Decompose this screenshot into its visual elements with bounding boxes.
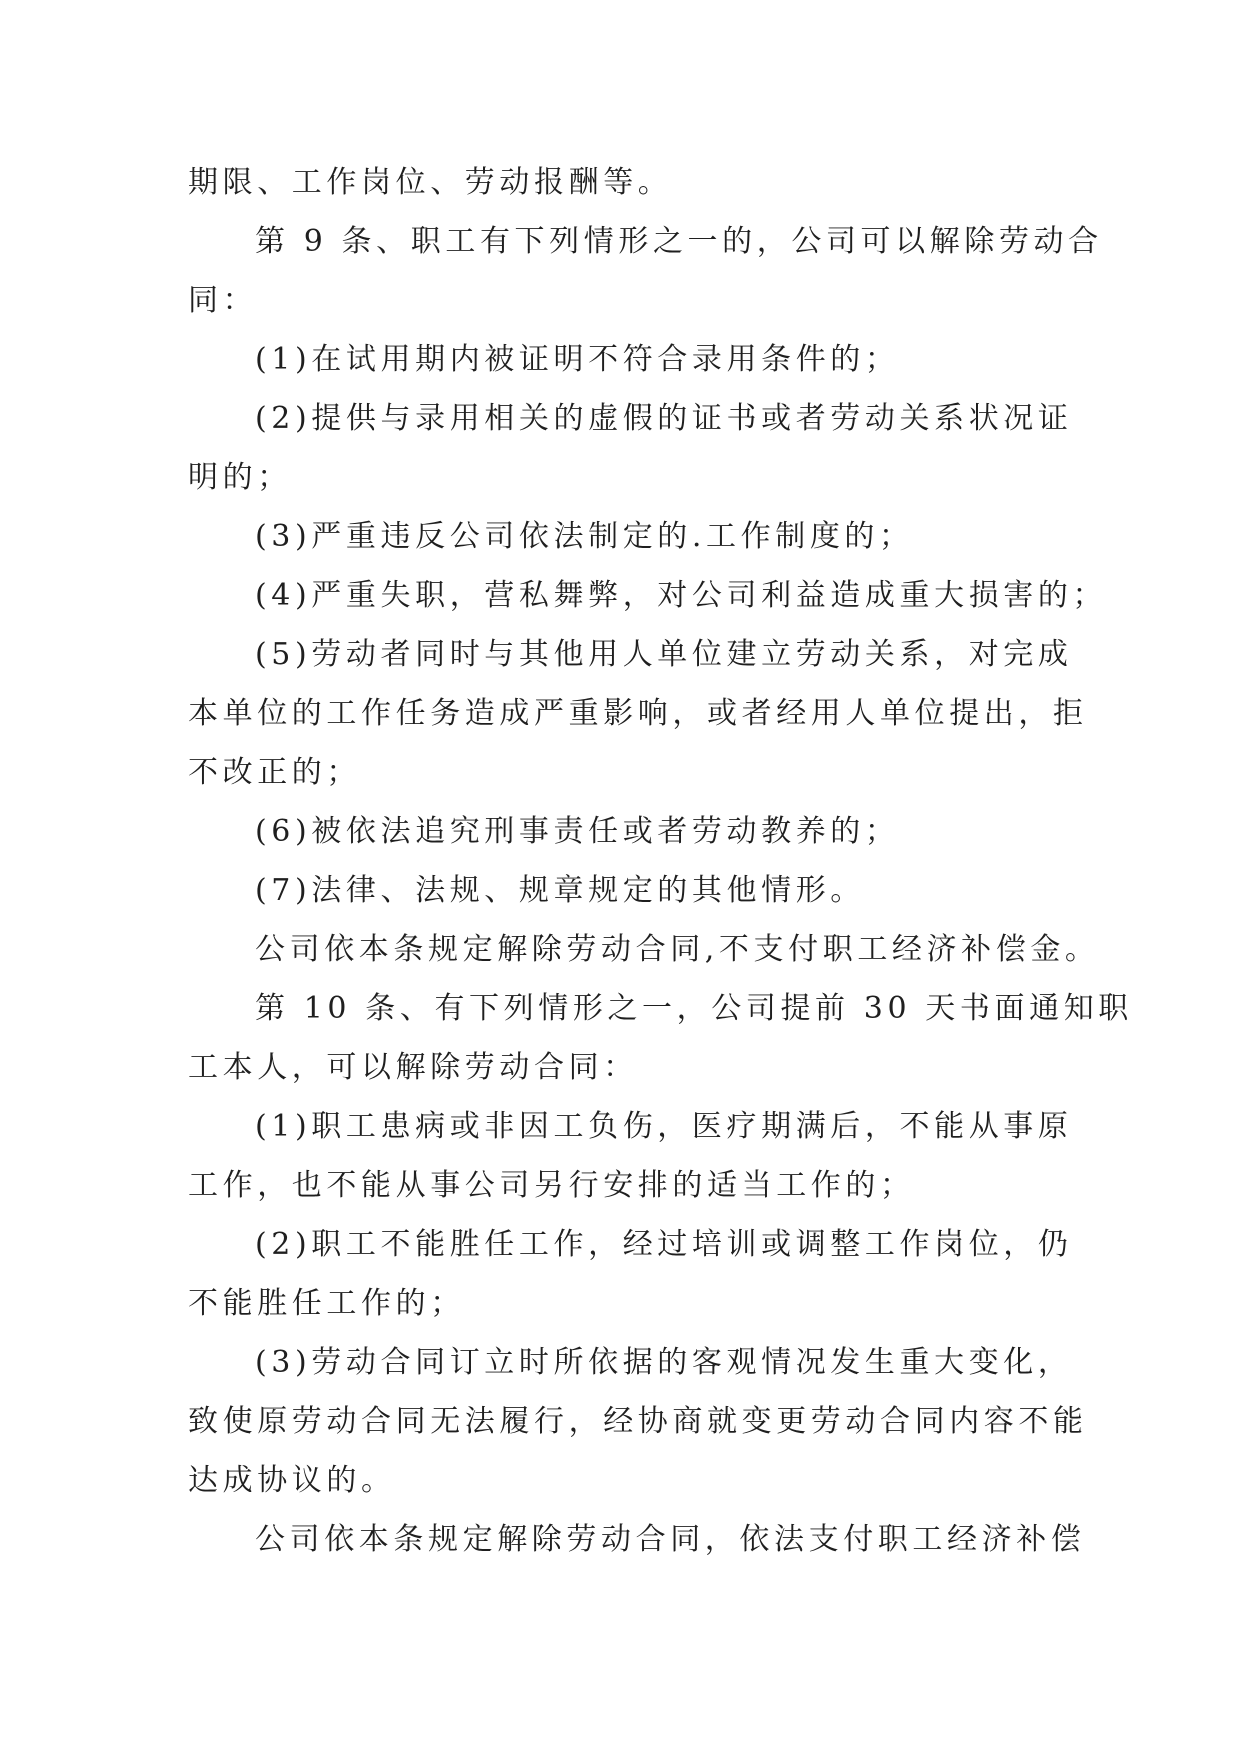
paragraph-line: 致使原劳动合同无法履行，经协商就变更劳动合同内容不能 <box>188 1404 1088 1439</box>
list-item: (4)严重失职，营私舞弊，对公司利益造成重大损害的； <box>255 578 1108 613</box>
article-10-heading: 第 10 条、有下列情形之一，公司提前 30 天书面通知职 <box>255 991 1133 1026</box>
paragraph-line: 公司依本条规定解除劳动合同，依法支付职工经济补偿 <box>255 1522 1086 1557</box>
paragraph-line: 期限、工作岗位、劳动报酬等。 <box>188 165 673 200</box>
list-item: (1)职工患病或非因工负伤，医疗期满后，不能从事原 <box>255 1109 1073 1144</box>
paragraph-line: 同： <box>188 283 258 318</box>
paragraph-line: 工本人，可以解除劳动合同： <box>188 1050 638 1085</box>
list-item: (7)法律、法规、规章规定的其他情形。 <box>255 873 865 908</box>
list-item: (5)劳动者同时与其他用人单位建立劳动关系，对完成 <box>255 637 1073 672</box>
paragraph-line: 明的； <box>188 460 292 495</box>
list-item: (1)在试用期内被证明不符合录用条件的； <box>255 342 900 377</box>
paragraph-line: 不能胜任工作的； <box>188 1286 465 1321</box>
paragraph-line: 公司依本条规定解除劳动合同,不支付职工经济补偿金。 <box>255 932 1100 967</box>
paragraph-line: 不改正的； <box>188 755 361 790</box>
list-item: (3)严重违反公司依法制定的.工作制度的； <box>255 519 914 554</box>
list-item: (6)被依法追究刑事责任或者劳动教养的； <box>255 814 900 849</box>
paragraph-line: 本单位的工作任务造成严重影响，或者经用人单位提出，拒 <box>188 696 1088 731</box>
list-item: (2)提供与录用相关的虚假的证书或者劳动关系状况证 <box>255 401 1073 436</box>
paragraph-line: 工作，也不能从事公司另行安排的适当工作的； <box>188 1168 915 1203</box>
list-item: (3)劳动合同订立时所依据的客观情况发生重大变化， <box>255 1345 1073 1380</box>
list-item: (2)职工不能胜任工作，经过培训或调整工作岗位，仍 <box>255 1227 1073 1262</box>
article-9-heading: 第 9 条、职工有下列情形之一的，公司可以解除劳动合 <box>255 224 1103 259</box>
paragraph-line: 达成协议的。 <box>188 1463 396 1498</box>
